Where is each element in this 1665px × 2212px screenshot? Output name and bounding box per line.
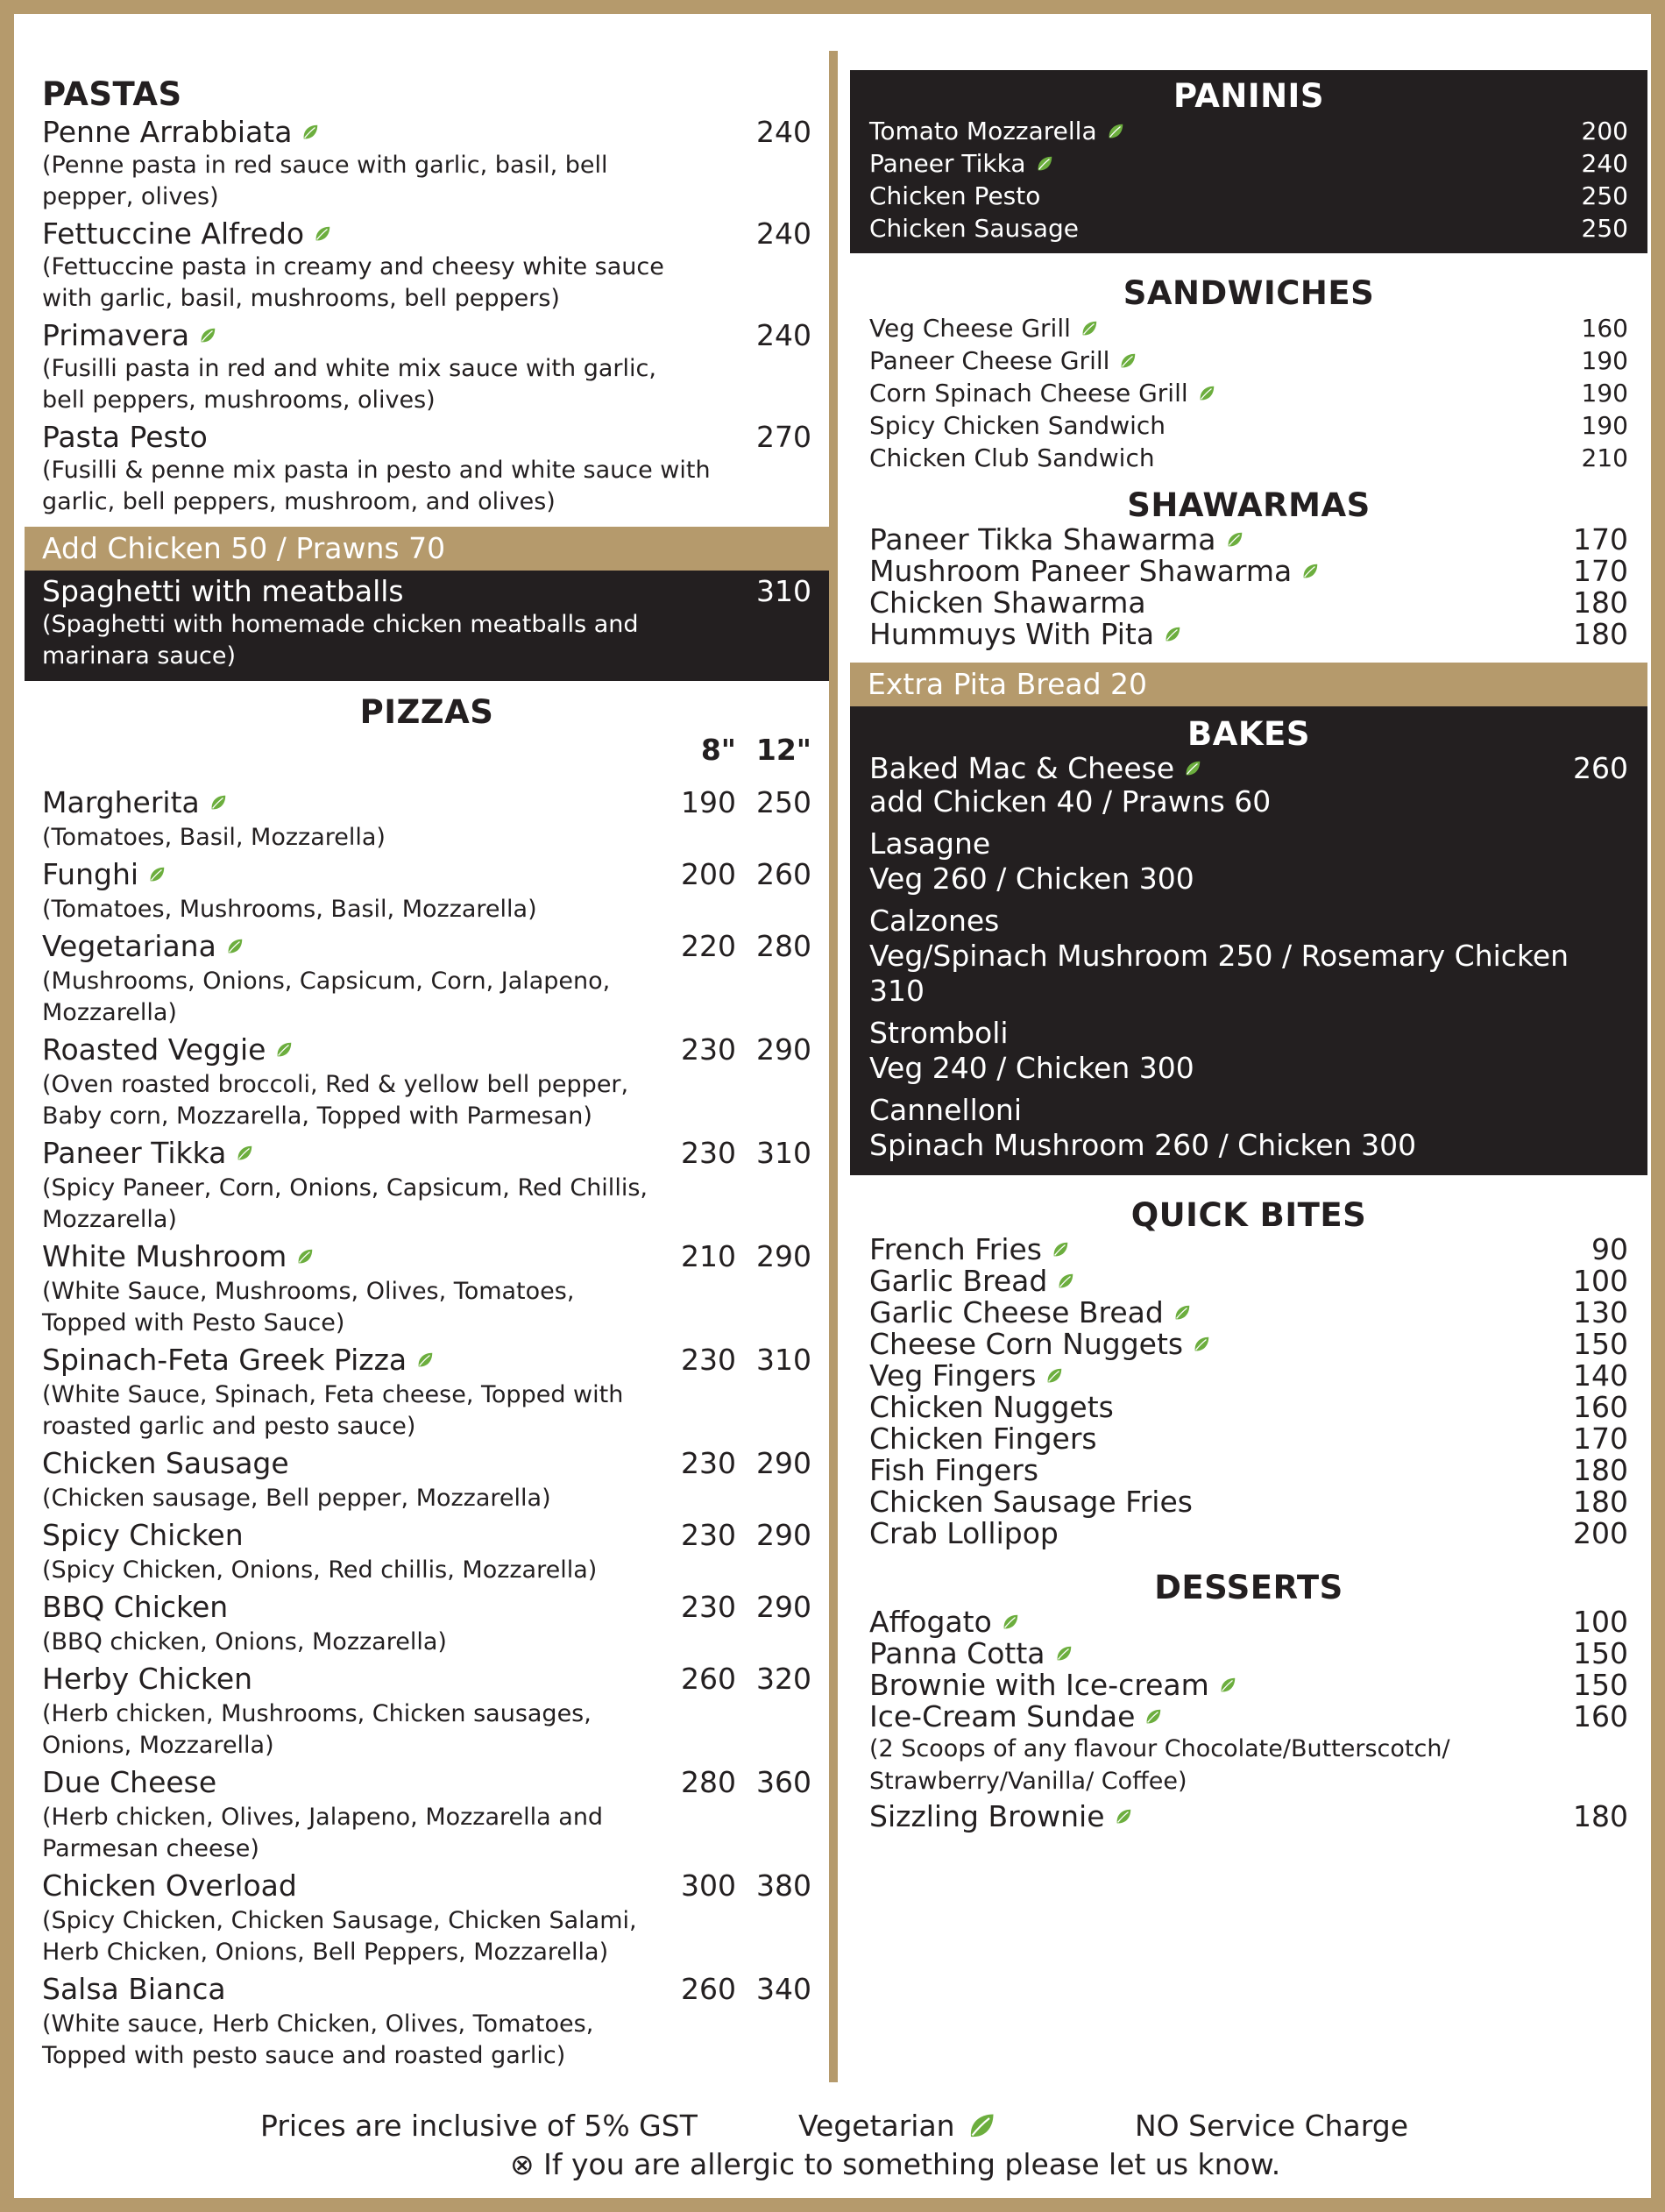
bake-name: Cannelloni bbox=[869, 1093, 1023, 1127]
price-12: 290 bbox=[756, 1446, 811, 1480]
item-name: Due Cheese bbox=[42, 1765, 217, 1799]
item-name: Tomato Mozzarella bbox=[869, 117, 1097, 145]
item-name: Hummuys With Pita bbox=[869, 617, 1155, 651]
price-12: 310 bbox=[756, 1136, 811, 1170]
menu-item bbox=[869, 180, 1628, 212]
menu-item bbox=[42, 115, 811, 150]
bake-name: Calzones bbox=[869, 904, 1000, 938]
menu-item bbox=[869, 1266, 1628, 1297]
item-name: Veg Cheese Grill bbox=[869, 314, 1071, 343]
menu-item bbox=[869, 442, 1628, 474]
gst-note: Prices are inclusive of 5% GST bbox=[260, 2109, 698, 2143]
mac-addon: add Chicken 40 / Prawns 60 bbox=[869, 784, 1272, 819]
item-price: 200 bbox=[1573, 1516, 1628, 1550]
item-price: 150 bbox=[1573, 1327, 1628, 1361]
shawarmas-title: SHAWARMAS bbox=[1127, 486, 1371, 524]
size-8-label: 8" bbox=[700, 733, 736, 767]
menu-item bbox=[42, 857, 811, 892]
veg-leaf-icon bbox=[415, 1351, 435, 1370]
item-name: Chicken Sausage bbox=[42, 1446, 289, 1480]
item-price: 240 bbox=[756, 115, 811, 149]
item-name: Chicken Fingers bbox=[869, 1421, 1097, 1456]
sandwiches-title: SANDWICHES bbox=[1123, 274, 1375, 312]
item-description: (BBQ chicken, Onions, Mozzarella) bbox=[42, 1628, 447, 1655]
veg-leaf-icon bbox=[1054, 1644, 1073, 1663]
menu-item bbox=[42, 1868, 811, 1904]
price-8: 300 bbox=[681, 1868, 736, 1903]
price-8: 210 bbox=[681, 1239, 736, 1273]
item-description: (Oven roasted broccoli, Red & yellow bell pepper, Baby corn, Mozzarella, Topped with Parmesan) bbox=[42, 1071, 629, 1130]
menu-item bbox=[869, 524, 1628, 556]
item-name: Crab Lollipop bbox=[869, 1516, 1059, 1550]
column-divider bbox=[829, 51, 838, 2082]
menu-item bbox=[869, 1801, 1628, 1833]
quick-bites-title: QUICK BITES bbox=[1130, 1196, 1367, 1234]
item-price: 260 bbox=[1573, 751, 1628, 785]
price-8: 200 bbox=[681, 857, 736, 891]
menu-item bbox=[42, 1518, 811, 1553]
vegetarian-legend bbox=[798, 2109, 997, 2143]
item-description: (Spicy Chicken, Chicken Sausage, Chicken Salami, Herb Chicken, Onions, Bell Peppers, Mozzarella) bbox=[42, 1907, 637, 1966]
allergy-note bbox=[510, 2147, 1280, 2181]
right-column bbox=[850, 14, 1647, 1833]
item-description: (Fusilli pasta in red and white mix sauce with garlic, bell peppers, mushrooms, olives) bbox=[42, 355, 656, 414]
menu-item bbox=[42, 929, 811, 964]
veg-leaf-icon bbox=[1183, 759, 1202, 778]
item-price: 270 bbox=[756, 420, 811, 454]
size-12-label: 12" bbox=[755, 733, 811, 767]
menu-item bbox=[869, 1701, 1628, 1733]
item-description: (Penne pasta in red sauce with garlic, basil, bell pepper, olives) bbox=[42, 152, 608, 210]
item-description: (Spaghetti with homemade chicken meatballs and marinara sauce) bbox=[42, 611, 639, 670]
item-name: Ice-Cream Sundae bbox=[869, 1699, 1136, 1733]
item-price: 180 bbox=[1573, 1485, 1628, 1519]
item-name: Spinach-Feta Greek Pizza bbox=[42, 1343, 407, 1377]
veg-leaf-icon bbox=[1163, 625, 1182, 644]
item-price: 90 bbox=[1591, 1232, 1628, 1266]
veg-leaf-icon bbox=[1218, 1676, 1237, 1695]
item-name: Fettuccine Alfredo bbox=[42, 216, 305, 251]
menu-page bbox=[14, 14, 1651, 2198]
item-name: Chicken Overload bbox=[42, 1868, 297, 1903]
price-12: 340 bbox=[756, 1972, 811, 2006]
item-price: 240 bbox=[1581, 149, 1628, 178]
spaghetti-box bbox=[25, 571, 829, 681]
veg-leaf-icon bbox=[301, 123, 320, 142]
item-name: Spicy Chicken Sandwich bbox=[869, 411, 1166, 440]
item-price: 180 bbox=[1573, 1453, 1628, 1487]
item-price: 170 bbox=[1573, 522, 1628, 557]
item-name: Veg Fingers bbox=[869, 1358, 1037, 1393]
menu-item bbox=[869, 1423, 1628, 1455]
menu-item bbox=[42, 318, 811, 353]
menu-item bbox=[869, 212, 1628, 245]
price-12: 290 bbox=[756, 1518, 811, 1552]
veg-leaf-icon bbox=[1045, 1366, 1064, 1386]
pizza-list bbox=[42, 785, 811, 2072]
paninis-title: PANINIS bbox=[1173, 77, 1324, 115]
veg-leaf-icon bbox=[1035, 154, 1054, 174]
item-description: (Mushrooms, Onions, Capsicum, Corn, Jalapeno, Mozzarella) bbox=[42, 968, 611, 1026]
pita-addon-bar: Extra Pita Bread 20 bbox=[850, 663, 1647, 706]
menu-item bbox=[42, 1343, 811, 1378]
item-description: (White sauce, Herb Chicken, Olives, Tomatoes, Topped with pesto sauce and roasted garlic) bbox=[42, 2010, 594, 2069]
item-description: (Spicy Paneer, Corn, Onions, Capsicum, Red Chillis, Mozzarella) bbox=[42, 1174, 648, 1233]
item-description: (Chicken sausage, Bell pepper, Mozzarella) bbox=[42, 1485, 551, 1512]
panini-list bbox=[869, 115, 1628, 245]
item-name: Chicken Shawarma bbox=[869, 585, 1146, 620]
veg-leaf-icon bbox=[1197, 384, 1216, 403]
menu-item bbox=[42, 1972, 811, 2007]
quick-bites-list bbox=[869, 1234, 1628, 1549]
price-12: 280 bbox=[756, 929, 811, 963]
item-name: Chicken Pesto bbox=[869, 181, 1041, 210]
item-name: Roasted Veggie bbox=[42, 1032, 266, 1067]
veg-leaf-icon bbox=[209, 793, 228, 812]
item-description: (Fusilli & penne mix pasta in pesto and white sauce with garlic, bell peppers, mushroom, and olives) bbox=[42, 457, 711, 515]
menu-item bbox=[869, 1234, 1628, 1266]
price-8: 230 bbox=[681, 1032, 736, 1067]
veg-leaf-icon bbox=[1144, 1707, 1163, 1726]
item-name: White Mushroom bbox=[42, 1239, 287, 1273]
item-price: 190 bbox=[1581, 379, 1628, 408]
item-price: 100 bbox=[1573, 1264, 1628, 1298]
price-8: 260 bbox=[681, 1662, 736, 1696]
item-price: 180 bbox=[1573, 585, 1628, 620]
bakes-title: BAKES bbox=[1187, 715, 1310, 753]
menu-item bbox=[869, 1638, 1628, 1670]
item-price: 160 bbox=[1573, 1699, 1628, 1733]
item-price: 130 bbox=[1573, 1295, 1628, 1329]
desserts-list bbox=[869, 1606, 1628, 1733]
item-price: 160 bbox=[1573, 1390, 1628, 1424]
vegetarian-label: Vegetarian bbox=[798, 2109, 955, 2143]
price-12: 290 bbox=[756, 1032, 811, 1067]
bake-detail: Veg 260 / Chicken 300 bbox=[869, 861, 1194, 896]
item-name: Spicy Chicken bbox=[42, 1518, 244, 1552]
shawarma-list bbox=[869, 524, 1628, 650]
veg-leaf-icon bbox=[198, 326, 217, 345]
item-name: Affogato bbox=[869, 1605, 992, 1639]
item-name: Baked Mac & Cheese bbox=[869, 751, 1175, 785]
item-name: Garlic Cheese Bread bbox=[869, 1295, 1164, 1329]
pasta-addon-bar: Add Chicken 50 / Prawns 70 bbox=[25, 527, 829, 571]
price-12: 290 bbox=[756, 1239, 811, 1273]
pastas-title: PASTAS bbox=[42, 75, 182, 113]
paninis-box bbox=[850, 70, 1647, 253]
menu-item bbox=[42, 1032, 811, 1067]
menu-item bbox=[42, 216, 811, 252]
veg-leaf-icon bbox=[1118, 351, 1137, 371]
item-price: 240 bbox=[756, 318, 811, 352]
item-description: (Herb chicken, Mushrooms, Chicken sausages, Onions, Mozzarella) bbox=[42, 1700, 592, 1759]
item-name: Brownie with Ice-cream bbox=[869, 1668, 1209, 1702]
item-price: 140 bbox=[1573, 1358, 1628, 1393]
item-name: Panna Cotta bbox=[869, 1636, 1045, 1670]
item-price: 310 bbox=[756, 574, 811, 608]
menu-item bbox=[869, 312, 1628, 344]
price-8: 230 bbox=[681, 1518, 736, 1552]
bake-name: Stromboli bbox=[869, 1016, 1009, 1050]
item-description: (White Sauce, Mushrooms, Olives, Tomatoes, Topped with Pesto Sauce) bbox=[42, 1278, 575, 1336]
item-description: (Tomatoes, Mushrooms, Basil, Mozzarella) bbox=[42, 896, 537, 923]
item-description: (Spicy Chicken, Onions, Red chillis, Mozzarella) bbox=[42, 1556, 598, 1584]
item-price: 190 bbox=[1581, 346, 1628, 375]
item-name: BBQ Chicken bbox=[42, 1590, 229, 1624]
item-name: Primavera bbox=[42, 318, 190, 352]
price-8: 190 bbox=[681, 785, 736, 819]
veg-leaf-icon bbox=[1173, 1303, 1192, 1322]
price-12: 360 bbox=[756, 1765, 811, 1799]
item-price: 190 bbox=[1581, 411, 1628, 440]
menu-item bbox=[42, 420, 811, 455]
item-description: (Tomatoes, Basil, Mozzarella) bbox=[42, 824, 386, 851]
menu-item bbox=[869, 1455, 1628, 1486]
item-price: 250 bbox=[1581, 214, 1628, 243]
item-name: Vegetariana bbox=[42, 929, 216, 963]
menu-item bbox=[869, 1518, 1628, 1549]
item-name: Funghi bbox=[42, 857, 139, 891]
item-name: Salsa Bianca bbox=[42, 1972, 226, 2006]
item-price: 250 bbox=[1581, 181, 1628, 210]
item-name: Mushroom Paneer Shawarma bbox=[869, 554, 1293, 588]
menu-item bbox=[869, 409, 1628, 442]
veg-leaf-icon bbox=[295, 1247, 315, 1266]
item-price: 170 bbox=[1573, 1421, 1628, 1456]
price-8: 280 bbox=[681, 1765, 736, 1799]
item-price: 100 bbox=[1573, 1605, 1628, 1639]
menu-item bbox=[869, 619, 1628, 650]
sundae-description: (2 Scoops of any flavour Chocolate/Butterscotch/ Strawberry/Vanilla/ Coffee) bbox=[869, 1735, 1450, 1795]
item-description: (Fettuccine pasta in creamy and cheesy white sauce with garlic, basil, mushrooms, bell peppers) bbox=[42, 253, 664, 312]
menu-item bbox=[42, 1136, 811, 1171]
item-price: 210 bbox=[1581, 443, 1628, 472]
bake-detail: Veg 240 / Chicken 300 bbox=[869, 1051, 1194, 1085]
veg-leaf-icon bbox=[1001, 1613, 1020, 1632]
sandwich-list bbox=[869, 312, 1628, 474]
item-description: (White Sauce, Spinach, Feta cheese, Topped with roasted garlic and pesto sauce) bbox=[42, 1381, 624, 1440]
veg-leaf-icon bbox=[1114, 1807, 1133, 1826]
bake-detail: Spinach Mushroom 260 / Chicken 300 bbox=[869, 1128, 1417, 1162]
item-name: Paneer Tikka Shawarma bbox=[869, 522, 1216, 557]
veg-leaf-icon bbox=[1056, 1272, 1075, 1291]
item-name: Herby Chicken bbox=[42, 1662, 253, 1696]
veg-leaf-icon bbox=[274, 1040, 294, 1060]
bakes-box bbox=[850, 706, 1647, 1175]
item-price: 180 bbox=[1573, 617, 1628, 651]
item-name: Penne Arrabbiata bbox=[42, 115, 293, 149]
item-name: Chicken Sausage bbox=[869, 214, 1079, 243]
price-12: 310 bbox=[756, 1343, 811, 1377]
price-8: 260 bbox=[681, 1972, 736, 2006]
service-charge-note: NO Service Charge bbox=[1135, 2109, 1409, 2143]
item-price: 200 bbox=[1581, 117, 1628, 145]
item-name: Paneer Tikka bbox=[869, 149, 1026, 178]
pizzas-title: PIZZAS bbox=[359, 693, 494, 731]
veg-leaf-icon bbox=[225, 937, 244, 956]
menu-item bbox=[42, 574, 811, 609]
item-price: 160 bbox=[1581, 314, 1628, 343]
bake-name: Lasagne bbox=[869, 826, 991, 861]
veg-leaf-icon bbox=[1051, 1240, 1070, 1259]
left-column bbox=[25, 14, 829, 2075]
pizza-size-header bbox=[42, 731, 811, 769]
item-name: Chicken Nuggets bbox=[869, 1390, 1114, 1424]
price-12: 320 bbox=[756, 1662, 811, 1696]
item-name: Chicken Sausage Fries bbox=[869, 1485, 1193, 1519]
veg-leaf-icon bbox=[235, 1144, 254, 1163]
allergy-icon: ⊗ bbox=[510, 2147, 535, 2181]
price-8: 230 bbox=[681, 1590, 736, 1624]
item-price: 150 bbox=[1573, 1668, 1628, 1702]
menu-item bbox=[869, 1360, 1628, 1392]
menu-item bbox=[869, 377, 1628, 409]
veg-leaf-icon bbox=[313, 224, 332, 244]
menu-item bbox=[869, 147, 1628, 180]
price-12: 260 bbox=[756, 857, 811, 891]
veg-leaf-icon bbox=[1080, 319, 1099, 338]
veg-leaf-icon bbox=[1106, 122, 1125, 141]
veg-leaf-icon bbox=[1300, 562, 1320, 581]
item-name: Cheese Corn Nuggets bbox=[869, 1327, 1184, 1361]
allergy-text: If you are allergic to something please let us know. bbox=[543, 2147, 1281, 2181]
price-8: 220 bbox=[681, 929, 736, 963]
item-name: Fish Fingers bbox=[869, 1453, 1039, 1487]
item-name: Corn Spinach Cheese Grill bbox=[869, 379, 1188, 408]
menu-item bbox=[869, 1297, 1628, 1329]
item-name: Pasta Pesto bbox=[42, 420, 208, 454]
menu-item bbox=[42, 1662, 811, 1697]
menu-item bbox=[869, 1329, 1628, 1360]
item-price: 150 bbox=[1573, 1636, 1628, 1670]
price-8: 230 bbox=[681, 1343, 736, 1377]
price-8: 230 bbox=[681, 1446, 736, 1480]
menu-item bbox=[42, 785, 811, 820]
desserts-title: DESSERTS bbox=[1154, 1569, 1343, 1606]
menu-item bbox=[42, 1590, 811, 1625]
item-price: 180 bbox=[1573, 1799, 1628, 1833]
item-name: Paneer Cheese Grill bbox=[869, 346, 1110, 375]
veg-leaf-icon bbox=[966, 2110, 997, 2142]
menu-item bbox=[869, 115, 1628, 147]
item-name: Paneer Tikka bbox=[42, 1136, 227, 1170]
item-name: Garlic Bread bbox=[869, 1264, 1048, 1298]
item-name: Margherita bbox=[42, 785, 200, 819]
price-12: 290 bbox=[756, 1590, 811, 1624]
price-12: 380 bbox=[756, 1868, 811, 1903]
menu-item bbox=[869, 587, 1628, 619]
menu-item bbox=[869, 556, 1628, 587]
menu-item bbox=[42, 1446, 811, 1481]
menu-item bbox=[42, 1239, 811, 1274]
bake-detail: Veg/Spinach Mushroom 250 / Rosemary Chicken 310 bbox=[869, 939, 1569, 1008]
price-8: 230 bbox=[681, 1136, 736, 1170]
menu-item bbox=[42, 1765, 811, 1800]
item-description: (Herb chicken, Olives, Jalapeno, Mozzarella and Parmesan cheese) bbox=[42, 1804, 604, 1862]
menu-item bbox=[869, 1606, 1628, 1638]
menu-item bbox=[869, 1670, 1628, 1701]
veg-leaf-icon bbox=[1192, 1335, 1211, 1354]
menu-item bbox=[869, 1392, 1628, 1423]
item-name: Spaghetti with meatballs bbox=[42, 574, 404, 608]
menu-item bbox=[869, 344, 1628, 377]
menu-item bbox=[869, 753, 1628, 784]
item-price: 240 bbox=[756, 216, 811, 251]
bakes-list bbox=[869, 826, 1628, 1163]
item-price: 170 bbox=[1573, 554, 1628, 588]
veg-leaf-icon bbox=[147, 865, 166, 884]
menu-item bbox=[869, 1486, 1628, 1518]
item-name: French Fries bbox=[869, 1232, 1043, 1266]
item-name: Chicken Club Sandwich bbox=[869, 443, 1155, 472]
item-name: Sizzling Brownie bbox=[869, 1799, 1105, 1833]
veg-leaf-icon bbox=[1225, 530, 1244, 549]
price-12: 250 bbox=[756, 785, 811, 819]
